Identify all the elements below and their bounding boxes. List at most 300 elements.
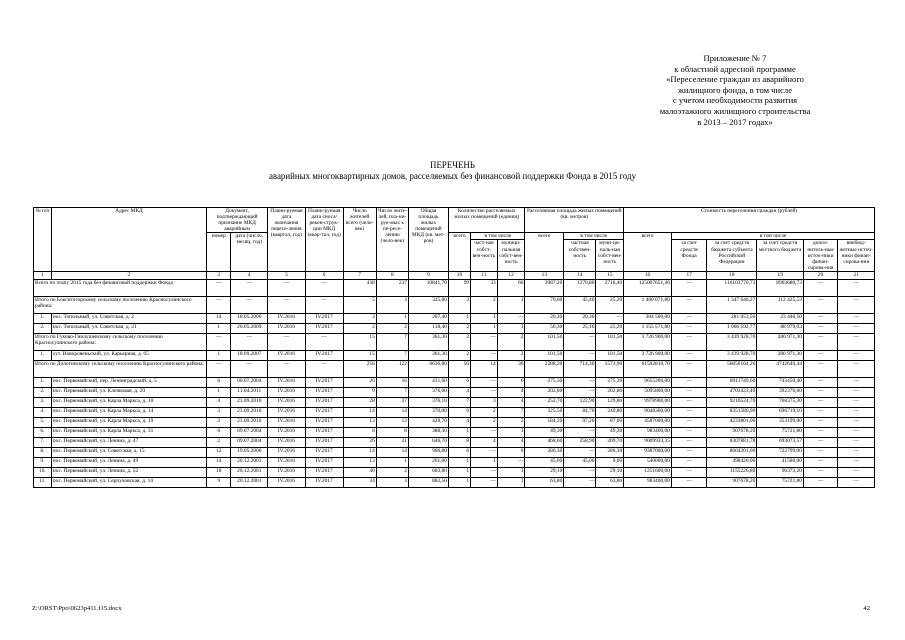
row-address: пос. Первомайский, ул. Ленина, д. 52 <box>51 467 206 477</box>
table-cell: 376,00 <box>408 387 448 397</box>
table-cell: 18.09.2007 <box>231 350 268 360</box>
table-cell: 1 <box>207 387 231 397</box>
table-cell: IV.2017 <box>305 417 343 427</box>
table-cell: 56850164,26 <box>707 360 757 377</box>
table-cell: 240,80 <box>596 407 624 417</box>
table-cell: 45,00 <box>525 457 564 467</box>
table-cell: IV.2016 <box>268 313 306 323</box>
table-cell: 7 <box>376 387 408 397</box>
table-cell: — <box>671 323 707 333</box>
table-cell: 3 <box>343 313 376 323</box>
row-address: хут. Новоровеньский, ул. Карьерная, д. 65 <box>51 350 206 360</box>
header-doc-num: номер <box>207 233 231 272</box>
table-cell: 06.07.2004 <box>231 377 268 387</box>
table-cell: IV.2017 <box>305 457 343 467</box>
table-cell: 9655200,00 <box>624 377 672 387</box>
table-cell: — <box>564 467 596 477</box>
table-cell: — <box>564 447 596 457</box>
header-cost-fund: за счет средств Фонда <box>671 240 707 271</box>
table-cell: IV.2017 <box>305 313 343 323</box>
table-cell: — <box>803 333 837 350</box>
table-cell: — <box>671 313 707 323</box>
table-cell: 8 <box>448 437 470 447</box>
table-body <box>34 279 875 487</box>
table-cell: 286 971,30 <box>757 333 804 350</box>
table-cell: 8911749,60 <box>707 377 757 387</box>
header-rarea-incl: в том числе <box>564 233 624 240</box>
table-row <box>34 323 875 333</box>
table-cell: 40 <box>343 467 376 477</box>
table-cell: 34 <box>343 477 376 487</box>
table-cell: 9978900,00 <box>624 397 672 407</box>
table-cell: 101,50 <box>525 333 564 350</box>
table-cell: 4 <box>471 437 498 447</box>
table-cell: — <box>305 296 343 313</box>
table-cell: 13 <box>343 457 376 467</box>
table-cell: IV.2016 <box>268 323 306 333</box>
table-cell: — <box>564 377 596 387</box>
table-cell: 983400,00 <box>624 477 672 487</box>
column-number: 7 <box>343 271 376 279</box>
table-cell: 129,80 <box>596 397 624 407</box>
table-cell: 286,30 <box>596 447 624 457</box>
table-cell: 7 <box>376 333 408 350</box>
table-cell: 4233801,00 <box>707 417 757 427</box>
table-cell: 09.07.2004 <box>231 427 268 437</box>
table-cell: — <box>803 296 837 313</box>
row-address: пос. Первомайский, пер. Ленинградский, д. 5 <box>51 377 206 387</box>
document-title: ПЕРЕЧЕНЬ <box>430 160 475 170</box>
table-cell: 14 <box>207 457 231 467</box>
table-cell: — <box>497 457 525 467</box>
table-cell: 376,10 <box>408 397 448 407</box>
table-cell: 603,80 <box>408 467 448 477</box>
table-cell: 4587000,00 <box>624 417 672 427</box>
table-cell: 11.04.2011 <box>231 387 268 397</box>
table-row <box>34 447 875 457</box>
table-cell: — <box>564 350 596 360</box>
row-number: 7. <box>34 437 52 447</box>
column-number: 9 <box>408 271 448 279</box>
header-rooms: Количество расселяемых жилых помещений (единиц) <box>448 208 525 233</box>
table-cell: 7 <box>448 397 470 407</box>
table-cell: — <box>671 397 707 407</box>
table-cell: — <box>497 313 525 323</box>
table-cell: 101,50 <box>525 350 564 360</box>
row-number: 4. <box>34 407 52 417</box>
table-cell: 714,30 <box>564 360 596 377</box>
table-cell: — <box>564 427 596 437</box>
table-cell: 122,90 <box>564 397 596 407</box>
column-number: 19 <box>757 271 804 279</box>
table-cell: 540000,00 <box>624 457 672 467</box>
table-cell: — <box>803 279 837 296</box>
table-row <box>34 407 875 417</box>
table-cell: 66 <box>497 279 525 296</box>
table-cell: — <box>803 437 837 447</box>
table-cell: 18 <box>207 467 231 477</box>
table-cell: — <box>803 397 837 407</box>
table-cell: IV.2017 <box>305 477 343 487</box>
table-cell: 25,20 <box>596 296 624 313</box>
table-cell: — <box>305 279 343 296</box>
table-cell: 25,20 <box>596 323 624 333</box>
table-cell: 116103770,73 <box>707 279 757 296</box>
header-residents-planned: Число жите-лей, пла-ни-руе-мых к пе-ресе-лению (чело-век) <box>376 208 408 272</box>
table-cell: — <box>838 313 875 323</box>
row-address: пос. Первомайский, ул. Карла Маркса, д. 19 <box>51 417 206 427</box>
table-cell: 26 <box>343 377 376 387</box>
table-cell: — <box>838 323 875 333</box>
appendix-line: с учетом необходимости развития <box>672 95 798 106</box>
column-number: 4 <box>231 271 268 279</box>
column-number: 13 <box>525 271 564 279</box>
table-cell: 1573,90 <box>596 360 624 377</box>
table-cell: 88 979,03 <box>757 323 804 333</box>
table-cell: 9 <box>207 477 231 487</box>
table-cell: IV.2017 <box>305 437 343 447</box>
table-cell: 10841,70 <box>408 279 448 296</box>
table-cell: — <box>803 427 837 437</box>
table-row <box>34 427 875 437</box>
table-cell: — <box>671 279 707 296</box>
table-cell: IV.2016 <box>268 447 306 457</box>
table-cell: 1 <box>497 477 525 487</box>
table-cell: — <box>231 360 268 377</box>
table-cell: 29,10 <box>525 467 564 477</box>
table-cell: 7 <box>376 350 408 360</box>
column-number: 16 <box>624 271 672 279</box>
table-row <box>34 477 875 487</box>
table-cell: — <box>671 296 707 313</box>
row-address: пос. Первомайский, ул. Карла Маркса, д. 31 <box>51 427 206 437</box>
column-number: 12 <box>497 271 525 279</box>
row-address: пос. Первомайский, ул. Ленина, д. 47 <box>51 437 206 447</box>
table-cell: 907678,20 <box>707 477 757 487</box>
table-cell: — <box>803 407 837 417</box>
row-number: 11. <box>34 477 52 487</box>
table-cell: 16 <box>376 377 408 387</box>
table-row <box>34 313 875 323</box>
column-number: 21 <box>838 271 875 279</box>
column-number: 1 <box>34 271 52 279</box>
table-cell: — <box>838 296 875 313</box>
table-cell: IV.2017 <box>305 323 343 333</box>
table-row <box>34 387 875 397</box>
table-total-row <box>34 279 875 296</box>
table-cell: 20,30 <box>525 313 564 323</box>
appendix-line: в 2013 – 2017 годах» <box>697 116 773 127</box>
table-cell: 5 <box>343 296 376 313</box>
appendix-block <box>615 53 855 127</box>
table-cell: — <box>231 333 268 350</box>
table-row <box>34 467 875 477</box>
table-cell: 29,10 <box>596 467 624 477</box>
table-cell: 87,00 <box>596 417 624 427</box>
table-cell: 36 <box>497 360 525 377</box>
table-cell: 281 053,50 <box>707 313 757 323</box>
header-rarea: Расселяемая площадь жилых помещений (кв. метров) <box>525 208 624 233</box>
table-cell: 258,90 <box>564 437 596 447</box>
table-cell: 906,80 <box>408 447 448 457</box>
table-total-row <box>34 333 875 350</box>
table-cell: 498420,00 <box>707 457 757 467</box>
header-plan-end: Плани-руемая дата окончания пересе-ления (квартал, год) <box>268 208 306 272</box>
table-cell: 261,00 <box>408 457 448 467</box>
row-number: 10. <box>34 467 52 477</box>
table-cell: — <box>838 477 875 487</box>
table-cell: 50,30 <box>525 323 564 333</box>
table-cell: — <box>564 477 596 487</box>
table-cell: 3 <box>207 407 231 417</box>
table-cell: 2716,40 <box>596 279 624 296</box>
table-cell: 286,30 <box>525 447 564 457</box>
table-cell: IV.2016 <box>268 407 306 417</box>
table-row <box>34 457 875 467</box>
row-label: Всего по этапу 2015 года без финансовой поддержки Фонда <box>34 279 207 296</box>
table-cell: 20,30 <box>564 313 596 323</box>
table-cell: — <box>671 457 707 467</box>
row-address: пос. Первомайский, ул. Клочковая, д. 20 <box>51 387 206 397</box>
table-cell: — <box>803 447 837 457</box>
row-address: пос. Топольный, ул. Советская, д. 21 <box>51 323 206 333</box>
table-cell: — <box>671 417 707 427</box>
row-address: пос. Первомайский, ул. Серпуховская, д. 14 <box>51 477 206 487</box>
document-subtitle: аварийных многоквартирных домов, расселяемых без финансовой поддержки Фонда в 2015 году <box>268 171 637 181</box>
column-number: 15 <box>596 271 624 279</box>
table-cell: 5095800,00 <box>624 387 672 397</box>
row-number: 1. <box>34 377 52 387</box>
table-cell: — <box>471 427 498 437</box>
table-cell: 1 <box>471 323 498 333</box>
table-cell: — <box>671 333 707 350</box>
table-cell: — <box>268 360 306 377</box>
table-cell: 4 <box>448 417 470 427</box>
table-cell: 1 <box>376 457 408 467</box>
table-cell: 983400,00 <box>624 427 672 437</box>
header-area: Общая площадь жилых помещений МКД (кв. мет-ров) <box>408 208 448 272</box>
table-cell: 8664201,00 <box>707 447 757 457</box>
table-cell: 75721,80 <box>757 427 804 437</box>
row-number: 3. <box>34 397 52 407</box>
table-cell: 122 <box>376 360 408 377</box>
footer-page-number: 42 <box>863 605 870 612</box>
table-cell: 286 971,30 <box>757 350 804 360</box>
table-cell: — <box>671 437 707 447</box>
table-cell: 3 726 900,00 <box>624 333 672 350</box>
table-cell: — <box>471 387 498 397</box>
table-cell: 3 <box>376 477 408 487</box>
table-cell: 84,70 <box>564 407 596 417</box>
row-number: 5. <box>34 417 52 427</box>
header-cost-nonbudget: внебюд-жетные источ-ники финан-сирова-ния <box>838 240 875 271</box>
row-number: 2. <box>34 323 52 333</box>
table-cell: 2 <box>376 323 408 333</box>
column-number: 3 <box>207 271 231 279</box>
table-cell: IV.2016 <box>268 377 306 387</box>
table-cell: 275,30 <box>525 377 564 387</box>
table-cell: — <box>838 333 875 350</box>
table-cell: 15 <box>343 350 376 360</box>
table-cell: 468,60 <box>525 437 564 447</box>
table-cell: 2 <box>343 323 376 333</box>
table-cell: 438 <box>343 279 376 296</box>
table-cell: — <box>268 279 306 296</box>
table-cell: 4703423,40 <box>707 387 757 397</box>
table-cell: IV.2017 <box>305 387 343 397</box>
table-cell: 14 <box>471 360 498 377</box>
row-number: 9. <box>34 457 52 467</box>
appendix-line: малоэтажного жилищного строительства <box>659 105 811 116</box>
table-cell: 99 <box>448 279 470 296</box>
header-cost-region: за счет средств бюджета субъекта Российской Федерации <box>707 240 757 271</box>
appendix-line: к областной адресной программе <box>674 63 796 74</box>
column-number: 8 <box>376 271 408 279</box>
table-cell: 361,30 <box>408 350 448 360</box>
table-cell: 12 <box>376 417 408 427</box>
table-cell: 209,70 <box>596 437 624 447</box>
table-cell: 8307881,78 <box>707 437 757 447</box>
table-cell: 27 <box>376 397 408 407</box>
table-cell: 237 <box>376 279 408 296</box>
table-cell: — <box>803 313 837 323</box>
table-cell: 2 <box>471 296 498 313</box>
table-row <box>34 350 875 360</box>
table-cell: 1 <box>471 457 498 467</box>
table-cell: — <box>838 387 875 397</box>
title-block <box>0 160 905 182</box>
table-cell: — <box>803 377 837 387</box>
table-cell: — <box>207 296 231 313</box>
table-cell: 75721,80 <box>757 477 804 487</box>
table-cell: IV.2016 <box>268 397 306 407</box>
table-cell: 256 <box>343 360 376 377</box>
table-cell: — <box>671 477 707 487</box>
table-cell: — <box>803 467 837 477</box>
table-cell: — <box>671 360 707 377</box>
table-cell: — <box>838 407 875 417</box>
table-cell: — <box>305 360 343 377</box>
table-cell: 112 425,53 <box>757 296 804 313</box>
table-row <box>34 417 875 427</box>
table-cell: 1155226,80 <box>707 467 757 477</box>
table-cell: — <box>838 467 875 477</box>
table-cell: 4742646,44 <box>757 360 804 377</box>
table-cell: 1270,80 <box>564 279 596 296</box>
column-number: 2 <box>51 271 206 279</box>
table-cell: 9 <box>448 407 470 417</box>
table-cell: 14 <box>376 407 408 417</box>
table-cell: 96373,20 <box>757 467 804 477</box>
table-cell: 49,30 <box>525 427 564 437</box>
table-cell: — <box>838 279 875 296</box>
row-number: 2. <box>34 387 52 397</box>
table-cell: 646,70 <box>408 437 448 447</box>
table-cell: 23.09.2010 <box>231 397 268 407</box>
table-cell: 3 439 928,70 <box>707 333 757 350</box>
table-cell: 3 <box>376 296 408 313</box>
row-number: 6. <box>34 427 52 437</box>
table-cell: 2 <box>471 407 498 417</box>
header-rooms-total: всего <box>448 233 470 272</box>
table-cell: 1251600,00 <box>624 467 672 477</box>
table-cell: 70,60 <box>525 296 564 313</box>
table-cell: 2 <box>207 417 231 427</box>
row-address: пос. Первомайский, ул. Карла Маркса, д. 10 <box>51 397 206 407</box>
header-cost-total: всего <box>624 233 672 272</box>
row-label: Итого по Бокситогорскому сельскому поселению Красносулинского района: <box>34 296 207 313</box>
table-cell: 3 <box>471 397 498 407</box>
table-cell: 41580,00 <box>757 457 804 467</box>
column-number: 17 <box>671 271 707 279</box>
table-cell: 6 <box>448 377 470 387</box>
table-cell: 2288,20 <box>525 360 564 377</box>
row-label: Итого по Долотинскому сельскому поселению Красносулинского района: <box>34 360 207 377</box>
table-cell: — <box>207 333 231 350</box>
table-cell: 4 <box>448 387 470 397</box>
table-cell: 12 <box>207 447 231 457</box>
row-number: 8. <box>34 447 52 457</box>
table-cell: IV.2016 <box>268 350 306 360</box>
table-cell: — <box>803 477 837 487</box>
appendix-line: Приложение № 7 <box>703 53 767 63</box>
header-doc-date: дата (число, месяц, год) <box>231 233 268 272</box>
table-cell: — <box>305 333 343 350</box>
table-cell: 2 <box>207 437 231 447</box>
table-cell: 45,00 <box>564 457 596 467</box>
table-cell: 202,80 <box>596 387 624 397</box>
table-cell: — <box>671 407 707 417</box>
table-cell: 3 439 928,70 <box>707 350 757 360</box>
table-cell: 21 <box>376 437 408 447</box>
table-cell: 8 <box>343 427 376 437</box>
table-cell: 6 <box>497 377 525 387</box>
table-cell: — <box>803 350 837 360</box>
table-cell: 26 <box>343 437 376 447</box>
table-cell: 20.12.2001 <box>231 467 268 477</box>
table-cell: — <box>838 397 875 407</box>
table-cell: 6 <box>448 447 470 457</box>
table-cell: 1 <box>497 427 525 437</box>
header-no: № п/п <box>34 208 52 272</box>
table-cell: 1 <box>448 313 470 323</box>
column-number: 5 <box>268 271 306 279</box>
table-cell: 2 <box>497 417 525 427</box>
table-cell: 1 460 071,80 <box>624 296 672 313</box>
header-rarea-total: всего <box>525 233 564 272</box>
table-cell: 9387000,00 <box>624 447 672 457</box>
table-cell: IV.2016 <box>268 457 306 467</box>
table-cell: 1 <box>376 313 408 323</box>
header-rooms-incl: в том числе <box>471 233 525 240</box>
table-cell: 19.05.2006 <box>231 447 268 457</box>
table-cell: — <box>471 477 498 487</box>
header-plan-demolish: Плани-руемая дата сноса/ рекон-струк-ции МКД (квар-тал, год) <box>305 208 343 272</box>
table-cell: 207,40 <box>408 313 448 323</box>
table-cell: 1 <box>448 477 470 487</box>
table-cell: — <box>803 457 837 467</box>
header-doc: Документ, подтверждающий признание МКД аварийным <box>207 208 268 233</box>
table-cell: 431,60 <box>408 377 448 387</box>
table-cell: — <box>564 387 596 397</box>
table-cell: 14 <box>343 447 376 457</box>
table-cell: 2 <box>376 467 408 477</box>
table-cell: — <box>803 323 837 333</box>
table-cell: 1 <box>448 467 470 477</box>
table-cell: IV.2016 <box>268 427 306 437</box>
table-cell: — <box>471 377 498 387</box>
table-cell: — <box>268 296 306 313</box>
